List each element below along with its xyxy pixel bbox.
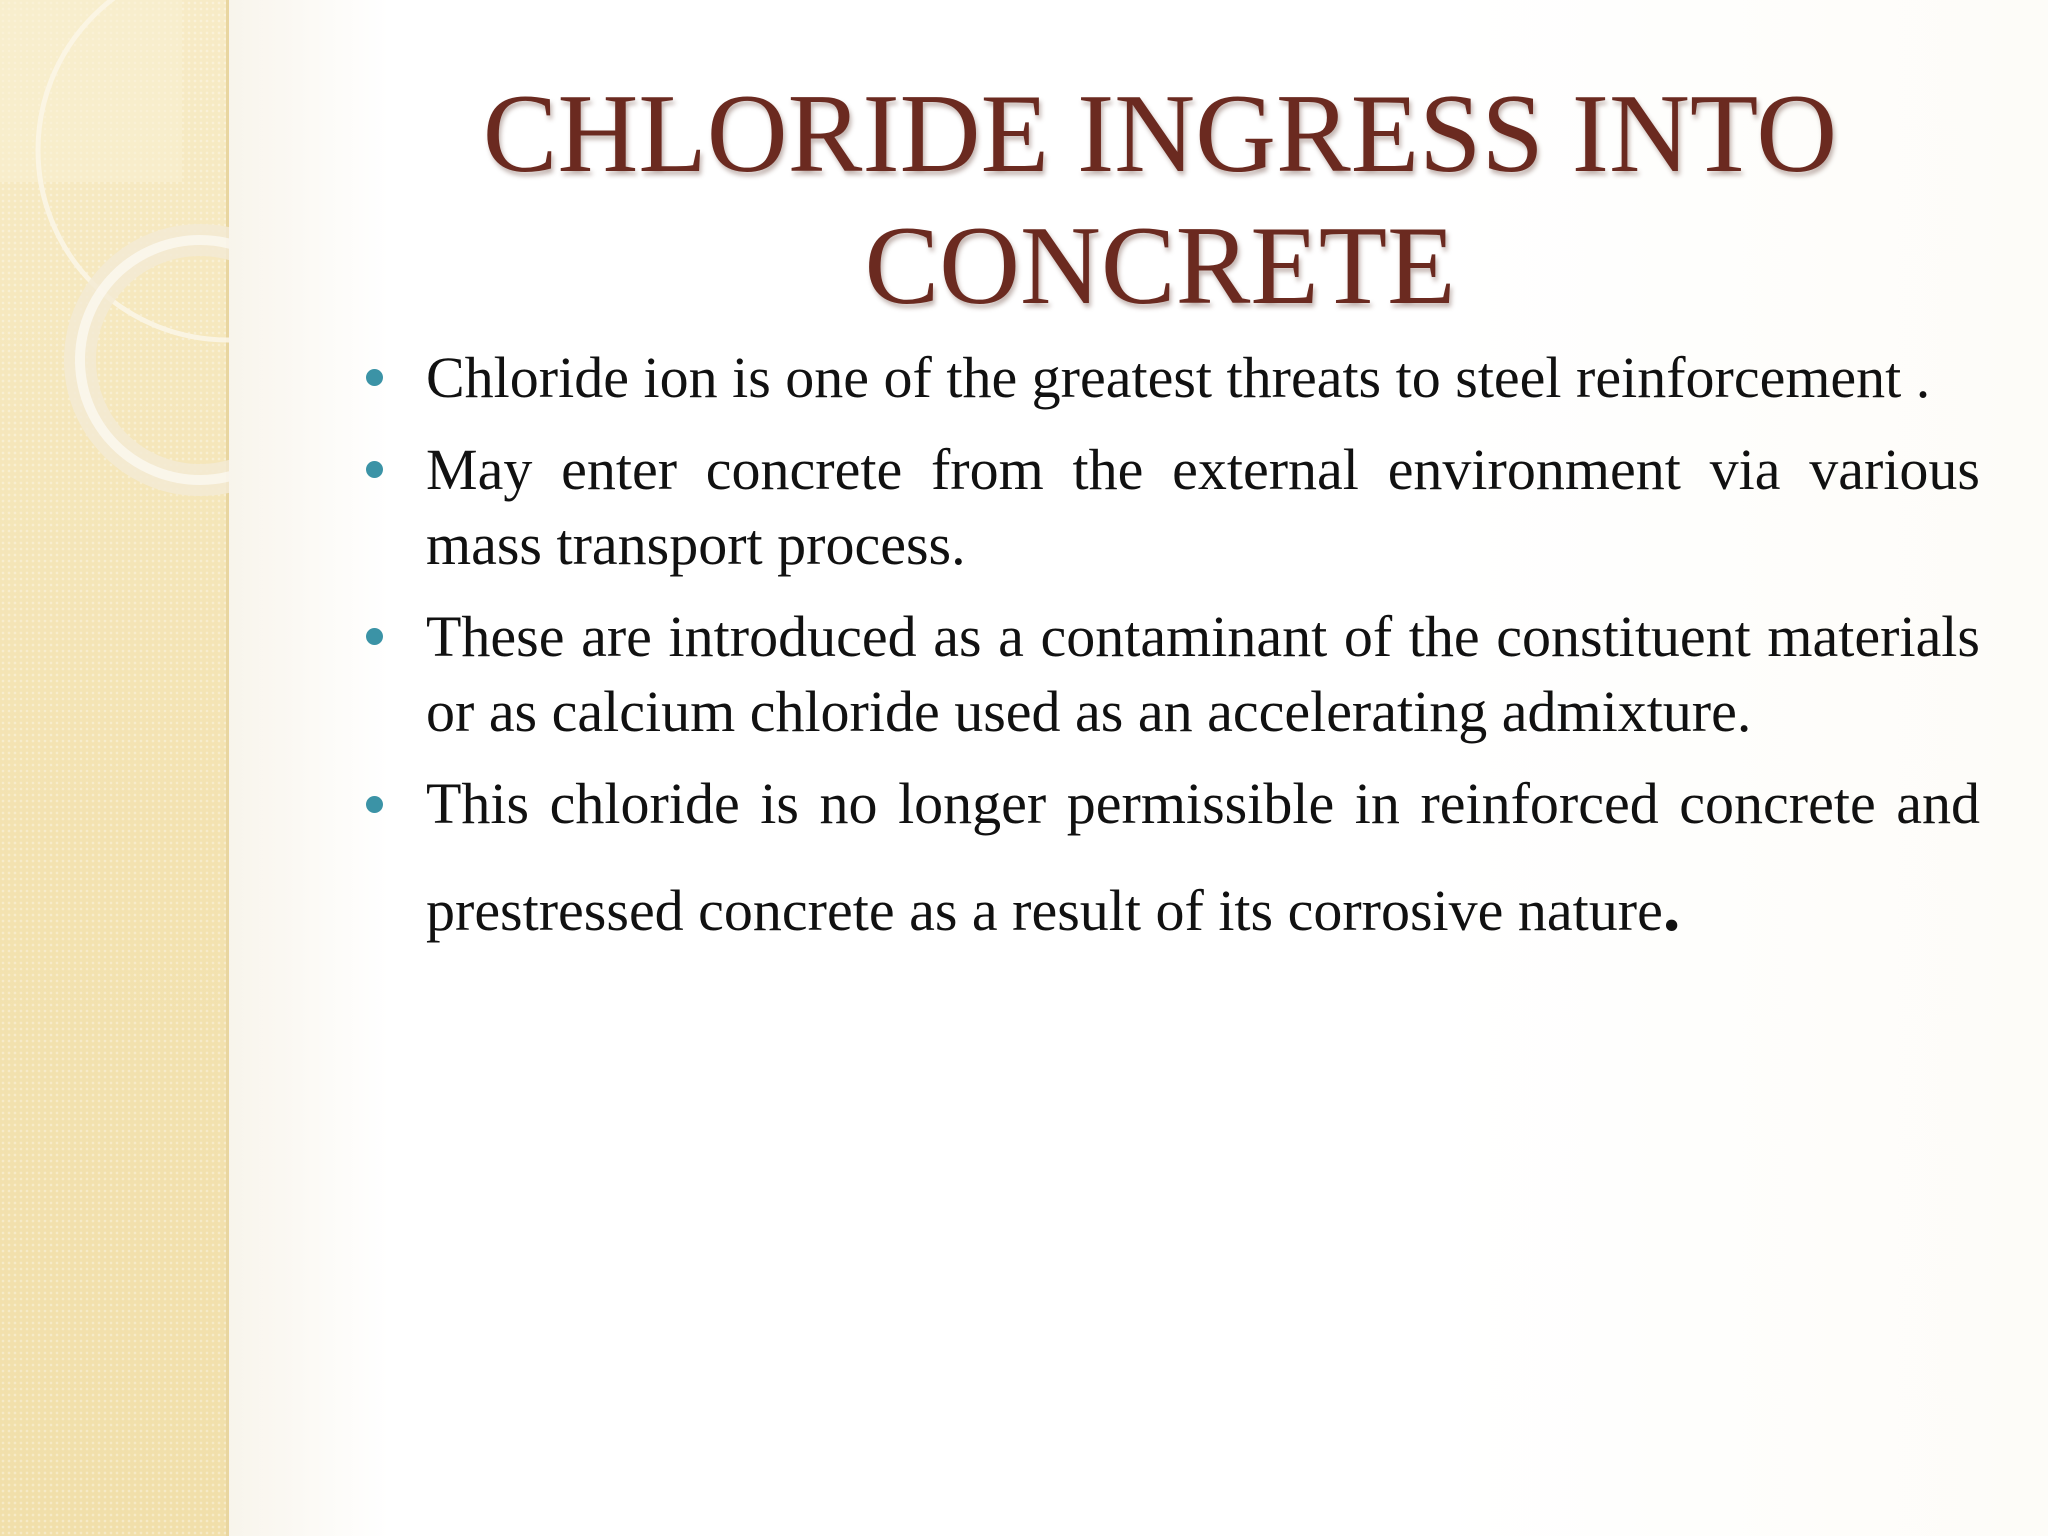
bullet-dot-icon bbox=[366, 628, 383, 645]
bullet-text: These are introduced as a contaminant of the constituent materials or as calcium chloride used as an accelerating admixture. bbox=[426, 604, 1980, 744]
bullet-dot-icon bbox=[366, 796, 383, 813]
decorative-ring-outer bbox=[80, 240, 229, 480]
slide-title: CHLORIDE INGRESS INTO CONCRETE bbox=[482, 72, 1838, 329]
bullet-dot-icon bbox=[366, 461, 383, 478]
bullet-item bbox=[360, 432, 1980, 582]
bullet-text: May enter concrete from the external environment via various mass transport process. bbox=[426, 437, 1980, 577]
bullet-item bbox=[360, 599, 1980, 749]
bullet-dot-icon bbox=[366, 369, 383, 386]
bullet-terminal-period: . bbox=[1662, 869, 1681, 946]
bullet-item bbox=[360, 752, 1980, 963]
decorative-square bbox=[0, 0, 182, 182]
bullet-list bbox=[360, 340, 1980, 980]
decorative-rings bbox=[0, 0, 229, 520]
bullet-text: Chloride ion is one of the greatest threats to steel reinforcement . bbox=[426, 345, 1931, 410]
bullet-item bbox=[360, 340, 1980, 415]
bullet-text: This chloride is no longer permissible in reinforced concrete and prestressed concrete as a result of its corrosive nature bbox=[426, 771, 1980, 943]
